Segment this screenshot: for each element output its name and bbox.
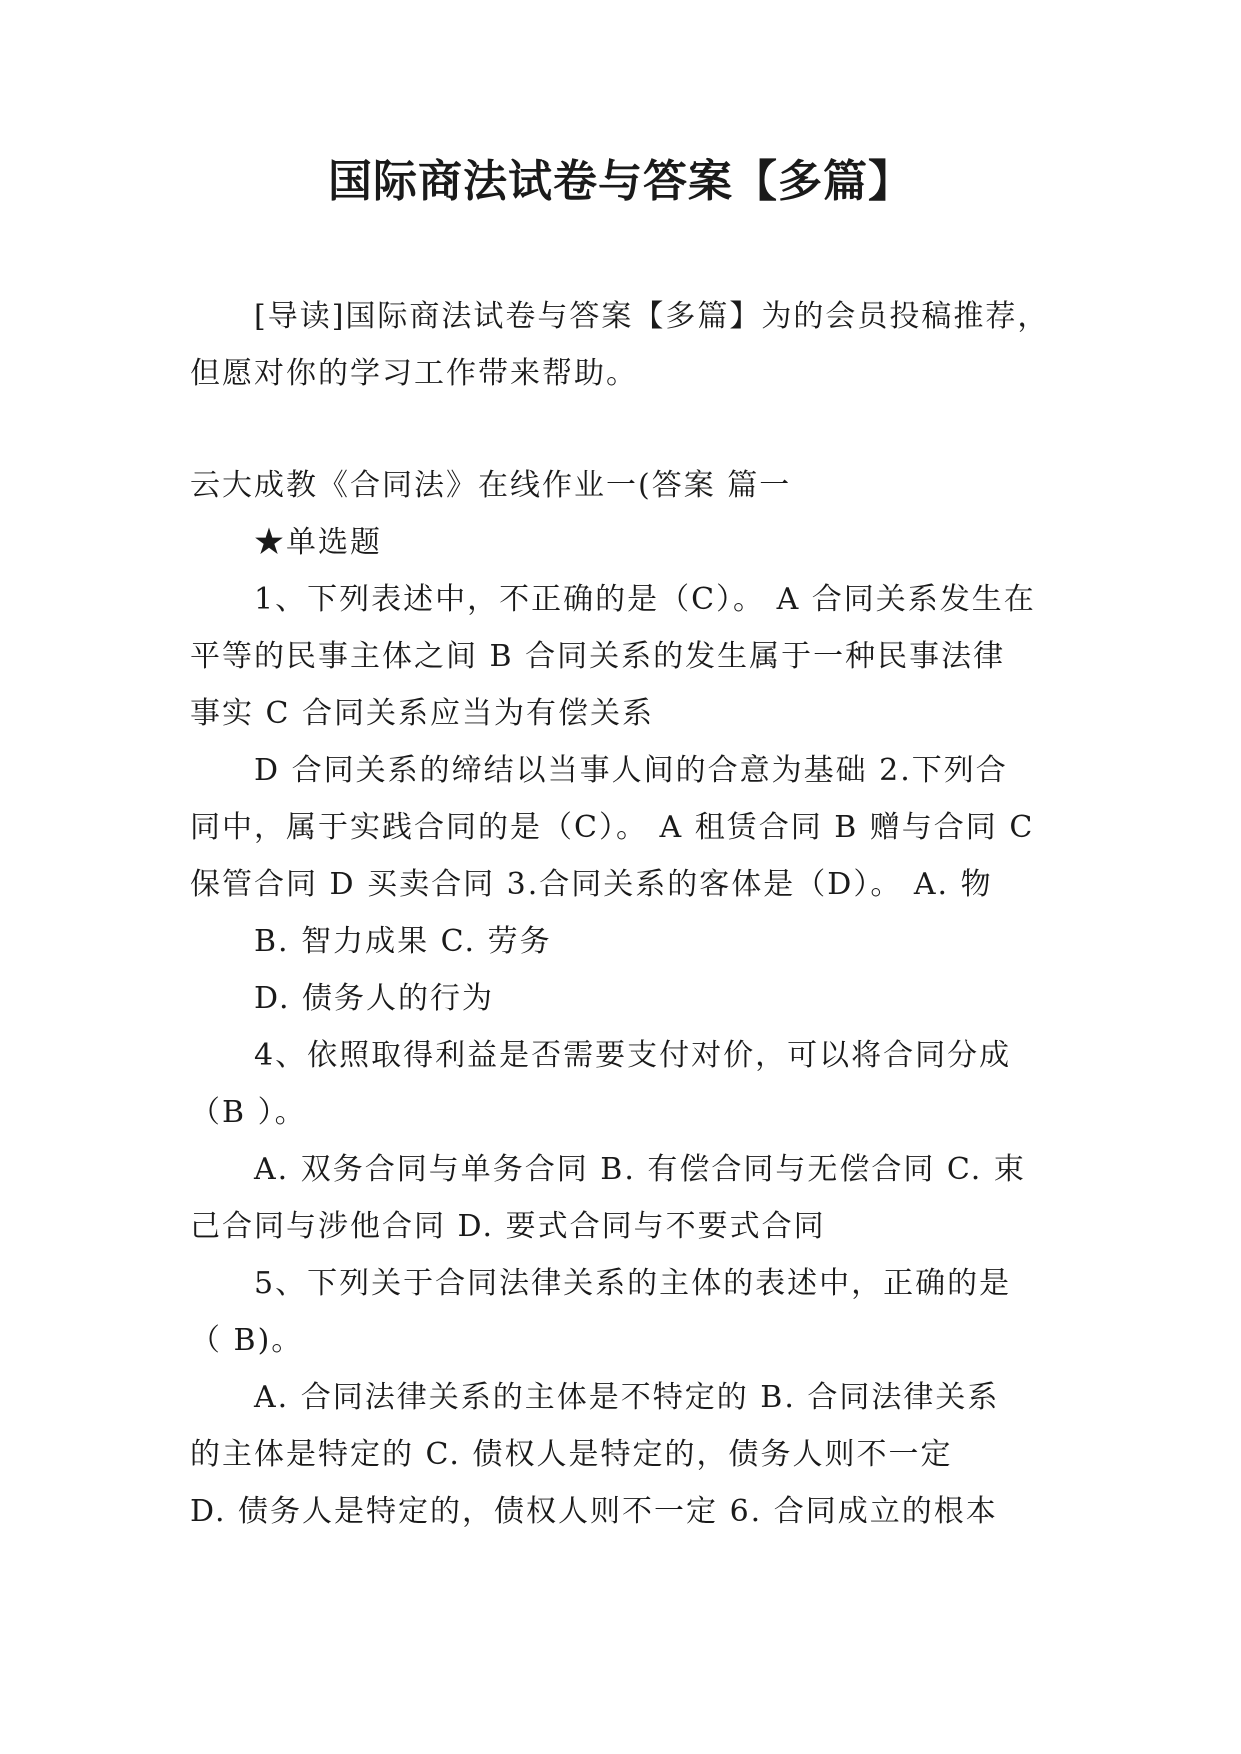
body-line: 己合同与涉他合同 D. 要式合同与不要式合同 xyxy=(190,1209,826,1244)
intro-line: 但愿对你的学习工作带来帮助。 xyxy=(190,356,638,391)
body-line: 同中，属于实践合同的是（C）。 A 租赁合同 B 赠与合同 C xyxy=(190,810,1035,845)
body-line: 保管合同 D 买卖合同 3.合同关系的客体是（D）。 A. 物 xyxy=(190,867,993,902)
body-line: B. 智力成果 C. 劳务 xyxy=(254,924,552,959)
body-line: （B ）。 xyxy=(190,1095,307,1130)
body-line: 平等的民事主体之间 B 合同关系的发生属于一种民事法律 xyxy=(190,639,1006,674)
question-type-label: ★单选题 xyxy=(254,525,382,560)
body-line: 事实 C 合同关系应当为有偿关系 xyxy=(190,696,655,731)
body-line: 1、下列表述中，不正确的是（C）。 A 合同关系发生在 xyxy=(254,582,1036,617)
body-line: 5、下列关于合同法律关系的主体的表述中，正确的是 xyxy=(254,1266,1012,1301)
body-line: 的主体是特定的 C. 债权人是特定的，债务人则不一定 xyxy=(190,1437,953,1472)
intro-line: [导读]国际商法试卷与答案【多篇】为的会员投稿推荐， xyxy=(254,299,1050,334)
body-line: （ B)。 xyxy=(190,1323,304,1358)
body-line: D 合同关系的缔结以当事人间的合意为基础 2.下列合 xyxy=(254,753,1008,788)
body-line: D. 债务人是特定的，债权人则不一定 6. 合同成立的根本 xyxy=(190,1494,998,1529)
body-line: D. 债务人的行为 xyxy=(254,981,495,1016)
body-line: A. 合同法律关系的主体是不特定的 B. 合同法律关系 xyxy=(254,1380,1000,1415)
document-title: 国际商法试卷与答案【多篇】 xyxy=(328,156,913,207)
body-line: 4、依照取得利益是否需要支付对价，可以将合同分成 xyxy=(254,1038,1012,1073)
body-line: A. 双务合同与单务合同 B. 有偿合同与无偿合同 C. 束 xyxy=(254,1152,1026,1187)
document-body xyxy=(190,288,1050,1540)
section-heading: 云大成教《合同法》在线作业一(答案 篇一 xyxy=(190,468,792,503)
